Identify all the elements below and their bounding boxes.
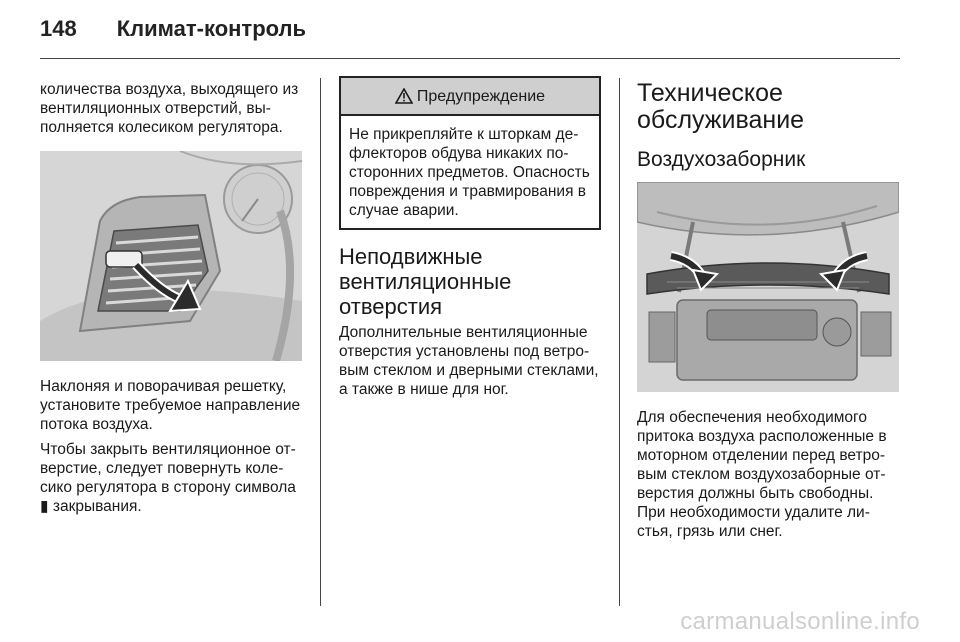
warning-header bbox=[341, 78, 599, 116]
closed-symbol-icon: ▮ bbox=[40, 498, 49, 515]
fixed-vents-paragraph: Дополнительные вентиляционные отверстия установлены под ветровым стеклом и дверными стеклами, а также в нише для ног. bbox=[339, 324, 599, 398]
chapter-title: Климат-контроль bbox=[116, 16, 307, 41]
warning-title: Предупреждение bbox=[416, 87, 546, 105]
warning-triangle-icon bbox=[395, 88, 413, 104]
air-vent-illustration bbox=[40, 151, 302, 361]
air-intake-heading: Воздухозаборник bbox=[637, 148, 806, 171]
air-intake-paragraph: Для обеспечения необходимого притока воздуха расположенные в моторном отделении перед ветровым стеклом воздухозаборные отверстия должны быть свободны. При необходимости удалите листья, грязь или снег. bbox=[637, 409, 887, 540]
header-rule bbox=[40, 58, 900, 59]
air-vent-drawing bbox=[40, 151, 302, 361]
column-1 bbox=[40, 80, 304, 522]
tilt-paragraph: Наклоняя и поворачивая решетку, установите требуемое направление потока воздуха. bbox=[40, 378, 301, 433]
column-3 bbox=[637, 80, 900, 547]
footer-watermark: carmanualsonline.info bbox=[680, 608, 920, 635]
engine-bay-drawing bbox=[637, 182, 899, 392]
page-header bbox=[40, 12, 306, 46]
intro-paragraph: количества воздуха, выходящего из вентиляционных отверстий, выполняется колесиком регулятора. bbox=[40, 81, 299, 136]
column-separator-1 bbox=[320, 78, 321, 606]
maintenance-heading: Техническое обслуживание bbox=[637, 79, 805, 134]
column-separator-2 bbox=[619, 78, 620, 606]
column-2 bbox=[339, 76, 601, 405]
warning-text: Не прикрепляйте к шторкам дефлекторов обдува никаких посторонних предметов. Опасность повреждения и травмирования в случае аварии. bbox=[349, 126, 590, 219]
fixed-vents-heading: Неподвижные вентиляционные отверстия bbox=[339, 244, 512, 319]
engine-bay-illustration bbox=[637, 182, 899, 392]
warning-box bbox=[339, 76, 601, 230]
close-vent-paragraph: Чтобы закрыть вентиляционное отверстие, следует повернуть колесико регулятора в сторону символа ▮ закрывания. bbox=[40, 441, 296, 515]
page-number: 148 bbox=[40, 16, 77, 41]
